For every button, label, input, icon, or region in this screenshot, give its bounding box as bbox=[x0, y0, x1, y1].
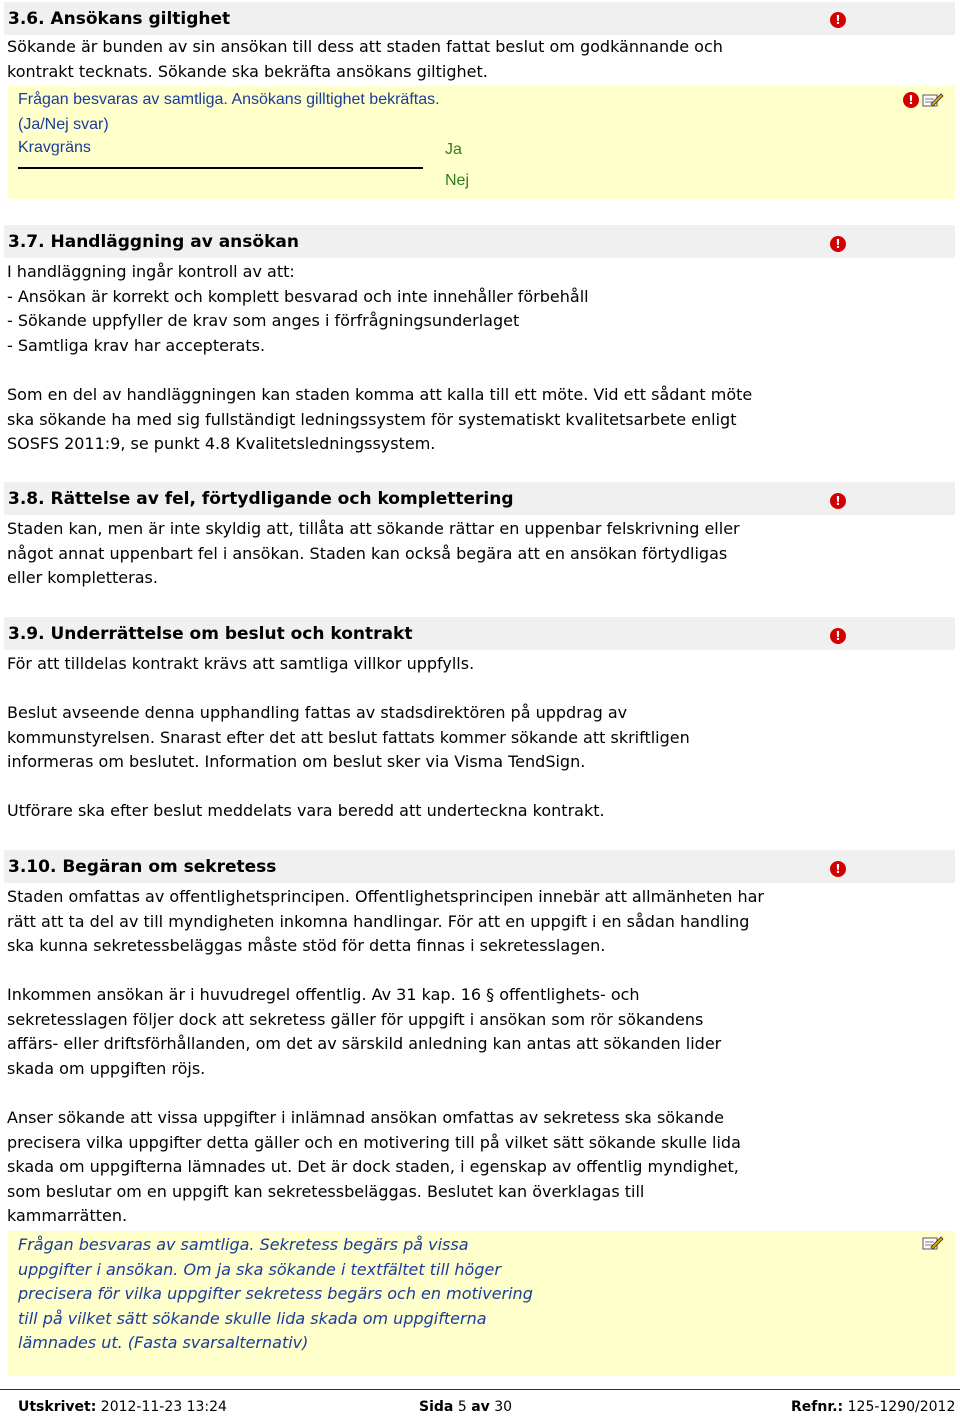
reference-number: Refnr.: 125-1290/2012 bbox=[791, 1399, 956, 1415]
warning-icon[interactable]: ! bbox=[830, 12, 846, 28]
warning-icon[interactable]: ! bbox=[830, 236, 846, 252]
section-title: 3.6. Ansökans giltighet bbox=[8, 9, 231, 29]
section-title: 3.10. Begäran om sekretess bbox=[8, 857, 277, 877]
section-body: I handläggning ingår kontroll av att: - Ansökan är korrekt och komplett besvarad och inte innehåller förbehåll - Sökande uppfyller de krav som anges i förfrågningsunderlaget - Samtliga krav har accepterats. bbox=[7, 262, 589, 355]
section-title: 3.8. Rättelse av fel, förtydligande och komplettering bbox=[8, 489, 514, 509]
section-title: 3.9. Underrättelse om beslut och kontrakt bbox=[8, 624, 413, 644]
question-text: Frågan besvaras av samtliga. Sekretess begärs på vissa uppgifter i ansökan. Om ja ska sökande i textfältet till höger precisera för vilka uppgifter sekretess begärs och en motivering till på vilket sätt sökande skulle lida skada om uppgifterna lämnades ut. (Fasta svarsalternativ) bbox=[18, 1235, 533, 1352]
printed-date: Utskrivet: 2012-11-23 13:24 bbox=[18, 1399, 227, 1415]
question-text: Frågan besvaras av samtliga. Ansökans gilltighet bekräftas. (Ja/Nej svar) bbox=[18, 91, 440, 133]
pencil-edit-icon[interactable] bbox=[922, 92, 944, 108]
limit-label: Kravgräns bbox=[18, 139, 91, 156]
option-no[interactable]: Nej bbox=[445, 172, 470, 189]
option-yes[interactable]: Ja bbox=[445, 141, 462, 158]
section-body: Inkommen ansökan är i huvudregel offentlig. Av 31 kap. 16 § offentlighets- och sekretesslagen följer dock att sekretess gäller för uppgift i ansökan som rör sökandens affärs- eller driftsförhållanden, om det av särskild anledning kan antas att sökanden lider skada om uppgiften röjs. bbox=[7, 985, 722, 1078]
section-title: 3.7. Handläggning av ansökan bbox=[8, 232, 299, 252]
section-header-3-6 bbox=[4, 2, 955, 35]
question-box-3-6 bbox=[8, 86, 955, 199]
section-body: Som en del av handläggningen kan staden komma att kalla till ett möte. Vid ett sådant möte ska sökande ha med sig fullständigt ledningssystem för systematiskt kvalitetsarbete enligt SOSFS 2011:9, se punkt 4.8 Kvalitetsledningssystem. bbox=[7, 385, 753, 453]
section-body: Staden kan, men är inte skyldig att, tillåta att sökande rättar en uppenbar felskrivning eller något annat uppenbart fel i ansökan. Staden kan också begära att en ansökan förtydligas eller kompletteras. bbox=[7, 519, 740, 587]
section-body: Sökande är bunden av sin ansökan till dess att staden fattat beslut om godkännande och kontrakt tecknats. Sökande ska bekräfta ansökans giltighet. bbox=[7, 37, 723, 81]
limit-line bbox=[18, 167, 423, 169]
page-number: Sida 5 av 30 bbox=[419, 1399, 513, 1415]
section-body: För att tilldelas kontrakt krävs att samtliga villkor uppfylls. bbox=[7, 654, 475, 673]
section-body: Anser sökande att vissa uppgifter i inlämnad ansökan omfattas av sekretess ska sökande precisera vilka uppgifter detta gäller och en motivering till på vilket sätt sökande skulle lida skada om uppgifterna lämnades ut. Det är dock staden, i egenskap av offentlig myndighet, som beslutar om en uppgift kan sekretessbeläggas. Beslutet kan överklagas till kammarrätten. bbox=[7, 1108, 741, 1225]
section-header-3-7 bbox=[4, 225, 955, 258]
section-header-3-9 bbox=[4, 617, 955, 650]
warning-icon[interactable]: ! bbox=[830, 861, 846, 877]
section-body: Beslut avseende denna upphandling fattas av stadsdirektören på uppdrag av kommunstyrelsen. Snarast efter det att beslut fattats kommer sökande att skriftligen informeras om beslutet. Information om beslut sker via Visma TendSign. bbox=[7, 703, 690, 771]
warning-icon[interactable]: ! bbox=[830, 628, 846, 644]
section-body: Staden omfattas av offentlighetsprincipen. Offentlighetsprincipen innebär att allmänheten har rätt att ta del av till myndigheten inkomna handlingar. För att en uppgift i en sådan handling ska kunna sekretessbeläggas måste stöd för detta finnas i sekretesslagen. bbox=[7, 887, 765, 955]
pencil-edit-icon[interactable] bbox=[922, 1235, 944, 1251]
warning-icon[interactable]: ! bbox=[903, 92, 919, 108]
section-header-3-10 bbox=[4, 850, 955, 883]
section-header-3-8 bbox=[4, 482, 955, 515]
question-box-3-10 bbox=[8, 1231, 955, 1376]
warning-icon[interactable]: ! bbox=[830, 493, 846, 509]
section-body: Utförare ska efter beslut meddelats vara beredd att underteckna kontrakt. bbox=[7, 801, 605, 820]
page-footer bbox=[0, 1389, 960, 1418]
